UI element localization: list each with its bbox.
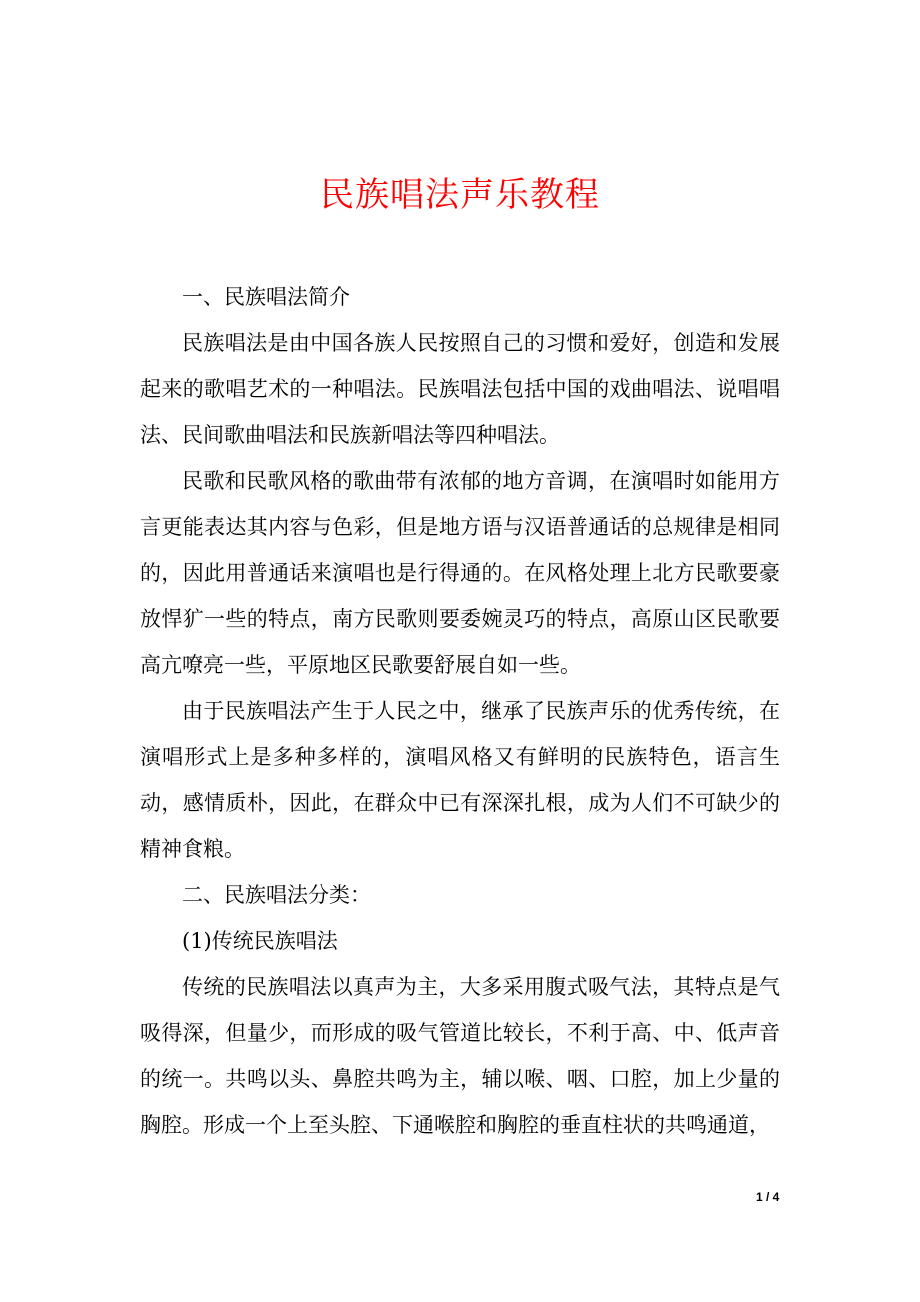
paragraph: 传统的民族唱法以真声为主，大多采用腹式吸气法，其特点是气吸得深，但量少，而形成的吸气管道比较长，不利于高、中、低声音的统一。共鸣以头、鼻腔共鸣为主，辅以喉、咽、口腔，加上少量的胸腔。形成一个上至头腔、下通喉腔和胸腔的垂直柱状的共鸣通道， bbox=[140, 975, 780, 1137]
section-heading-intro: 一、民族唱法简介 bbox=[182, 285, 350, 309]
subsection-heading: (1)传统民族唱法 bbox=[182, 929, 338, 953]
document-body bbox=[140, 274, 780, 1148]
section-heading-classification: 二、民族唱法分类： bbox=[182, 883, 371, 907]
document-title: 民族唱法声乐教程 bbox=[320, 174, 600, 215]
paragraph: 民族唱法是由中国各族人民按照自己的习惯和爱好，创造和发展起来的歌唱艺术的一种唱法。民族唱法包括中国的戏曲唱法、说唱唱法、民间歌曲唱法和民族新唱法等四种唱法。 bbox=[140, 331, 780, 447]
paragraph: 民歌和民歌风格的歌曲带有浓郁的地方音调，在演唱时如能用方言更能表达其内容与色彩，但是地方语与汉语普通话的总规律是相同的，因此用普通话来演唱也是行得通的。在风格处理上北方民歌要豪放悍犷一些的特点，南方民歌则要委婉灵巧的特点，高原山区民歌要高亢嘹亮一些，平原地区民歌要舒展自如一些。 bbox=[140, 469, 780, 677]
paragraph: 由于民族唱法产生于人民之中，继承了民族声乐的优秀传统，在演唱形式上是多种多样的，演唱风格又有鲜明的民族特色，语言生动，感情质朴，因此，在群众中已有深深扎根，成为人们不可缺少的精神食粮。 bbox=[140, 699, 780, 861]
page-number: 1 / 4 bbox=[756, 1190, 780, 1204]
